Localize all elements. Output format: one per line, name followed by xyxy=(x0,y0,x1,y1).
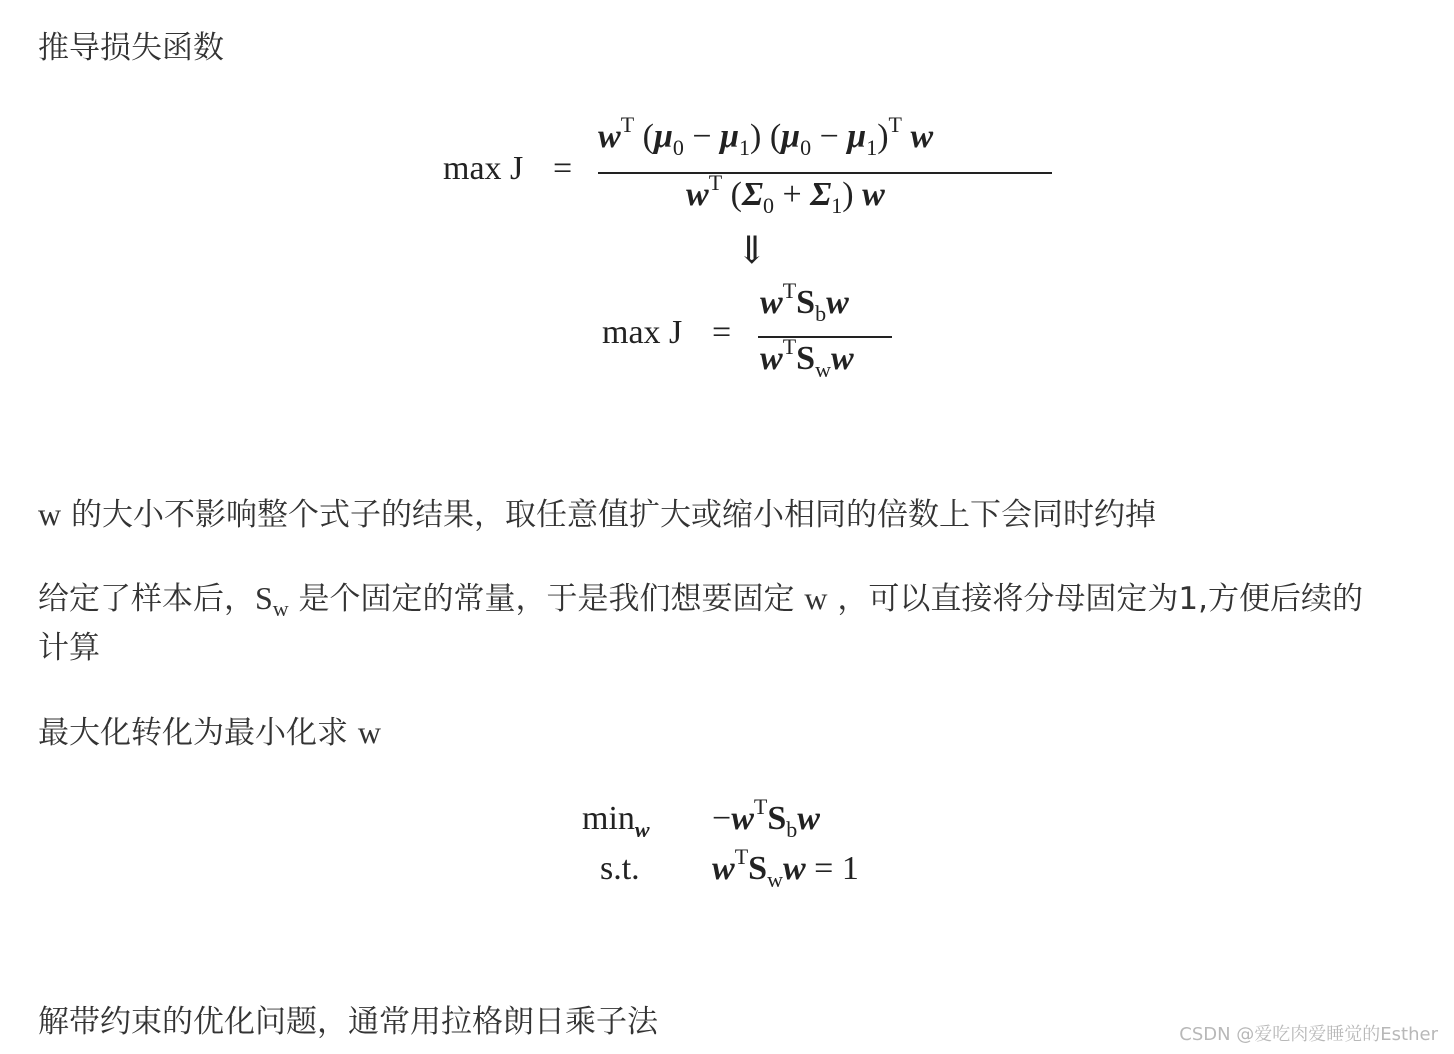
opt-objective: $-w^TS_bw$ xyxy=(712,794,820,842)
paragraph-2-part2: 是个固定的常量，于是我们想要固定 xyxy=(298,581,795,617)
paragraph-1-text: 的大小不影响整个式子的结果，取任意值扩大或缩小相同的倍数上下会同时约掉 xyxy=(70,497,1156,533)
paragraph-2-part1: 给定了样本后， xyxy=(38,581,255,617)
equation-2-equals: = xyxy=(712,314,732,351)
equation-2-numerator: $w^TS_bw$ xyxy=(760,278,849,326)
var-S: S xyxy=(255,580,273,616)
paragraph-lagrange: 解带约束的优化问题，通常用拉格朗日乘子法 xyxy=(38,1004,658,1040)
opt-min-label: $\min_w$ xyxy=(582,800,650,842)
paragraph-2-continued: 计算 xyxy=(38,630,100,666)
equation-2-lhs: max J xyxy=(602,314,683,351)
opt-constraint: $w^TS_ww = 1$ xyxy=(712,844,859,892)
paragraph-2-part3: ，可以直接将分母固定为1,方便后续的 xyxy=(837,581,1363,617)
opt-st-label: s.t. xyxy=(600,850,640,887)
equation-1-denominator: $w^T$ $(\Sigma_0 + \Sigma_1)$ w xyxy=(686,170,885,218)
equation-1-numerator: $w^T$ $(\mu_0 - \mu_1) (\mu_0 - \mu_1)^T$ w xyxy=(598,112,934,160)
csdn-watermark: CSDN @爱吃肉爱睡觉的Esther xyxy=(1179,1024,1438,1045)
var-S-subscript: w xyxy=(272,596,289,621)
var-w: w xyxy=(804,580,828,616)
var-w: w xyxy=(38,496,62,532)
equation-2-denominator: $w^TS_ww$ xyxy=(760,334,854,382)
paragraph-3-text: 最大化转化为最小化求 xyxy=(38,715,348,751)
equation-1-lhs: max J xyxy=(443,150,524,187)
implies-arrow: ⇓ xyxy=(736,230,768,272)
equation-1-equals: = xyxy=(553,150,573,187)
var-w: w xyxy=(357,714,381,750)
intro-heading: 推导损失函数 xyxy=(38,30,224,66)
